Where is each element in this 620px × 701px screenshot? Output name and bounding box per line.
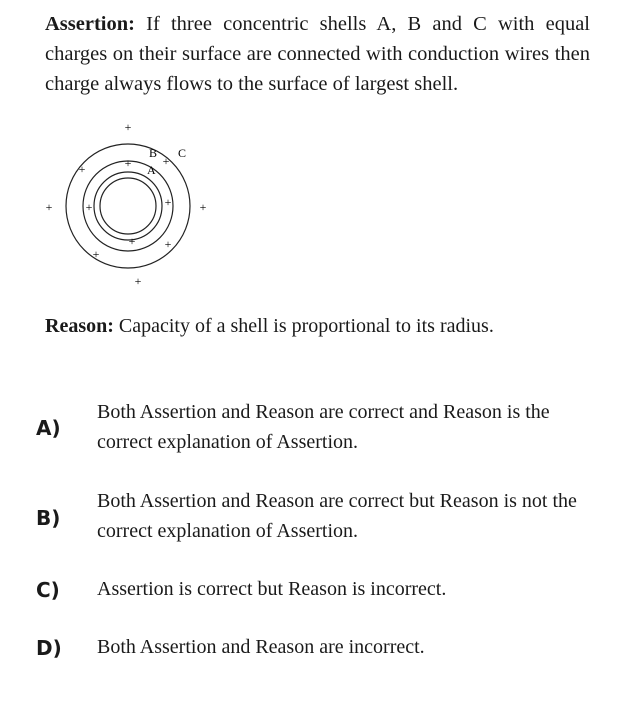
charge-plus-a-bottom: + — [128, 234, 136, 248]
shell-a-label: A — [147, 163, 156, 177]
option-a-letter: A) — [36, 416, 61, 440]
assertion-label: Assertion: — [45, 13, 135, 35]
shell-c-label: C — [178, 146, 187, 160]
option-b-text[interactable]: Both Assertion and Reason are correct but Reason is not the correct explanation of Assertion. — [97, 490, 577, 542]
charge-plus-a-top: + — [124, 156, 132, 170]
charge-plus-b-left: + — [85, 200, 93, 214]
charge-plus-c-lower-right: + — [164, 237, 172, 251]
charge-plus-c-lower-left: + — [92, 247, 100, 261]
charge-plus-top: + — [124, 120, 132, 134]
shell-a-outer-circle — [94, 172, 162, 240]
option-d-letter: D) — [36, 636, 62, 660]
charge-plus-bottom: + — [134, 274, 142, 288]
reason-text: Capacity of a shell is proportional to its radius. — [113, 315, 494, 337]
charge-plus-left-outer: + — [45, 200, 53, 214]
charge-plus-c-upper-right: + — [162, 154, 170, 168]
charge-plus-right-outer: + — [199, 200, 207, 214]
option-b-letter: B) — [36, 506, 61, 530]
charge-plus-c-upper-left: + — [78, 162, 86, 176]
shell-a-inner-circle — [100, 178, 156, 234]
option-a-text[interactable]: Both Assertion and Reason are correct and Reason is the correct explanation of Assertion. — [97, 401, 550, 453]
charge-plus-b-right: + — [164, 195, 172, 209]
option-c-text[interactable]: Assertion is correct but Reason is incorrect. — [97, 578, 447, 600]
shell-b-label: B — [149, 146, 158, 160]
concentric-shells-diagram — [38, 118, 218, 290]
assertion-statement — [45, 9, 590, 99]
reason-label: Reason: — [45, 315, 114, 337]
option-d-text[interactable]: Both Assertion and Reason are incorrect. — [97, 636, 425, 658]
reason-statement — [45, 312, 494, 340]
assertion-text: If three concentric shells A, B and C with equal charges on their surface are connected with conduction wires then charge always flows to the surface of largest shell. — [45, 13, 590, 95]
option-c-letter: C) — [36, 578, 60, 602]
